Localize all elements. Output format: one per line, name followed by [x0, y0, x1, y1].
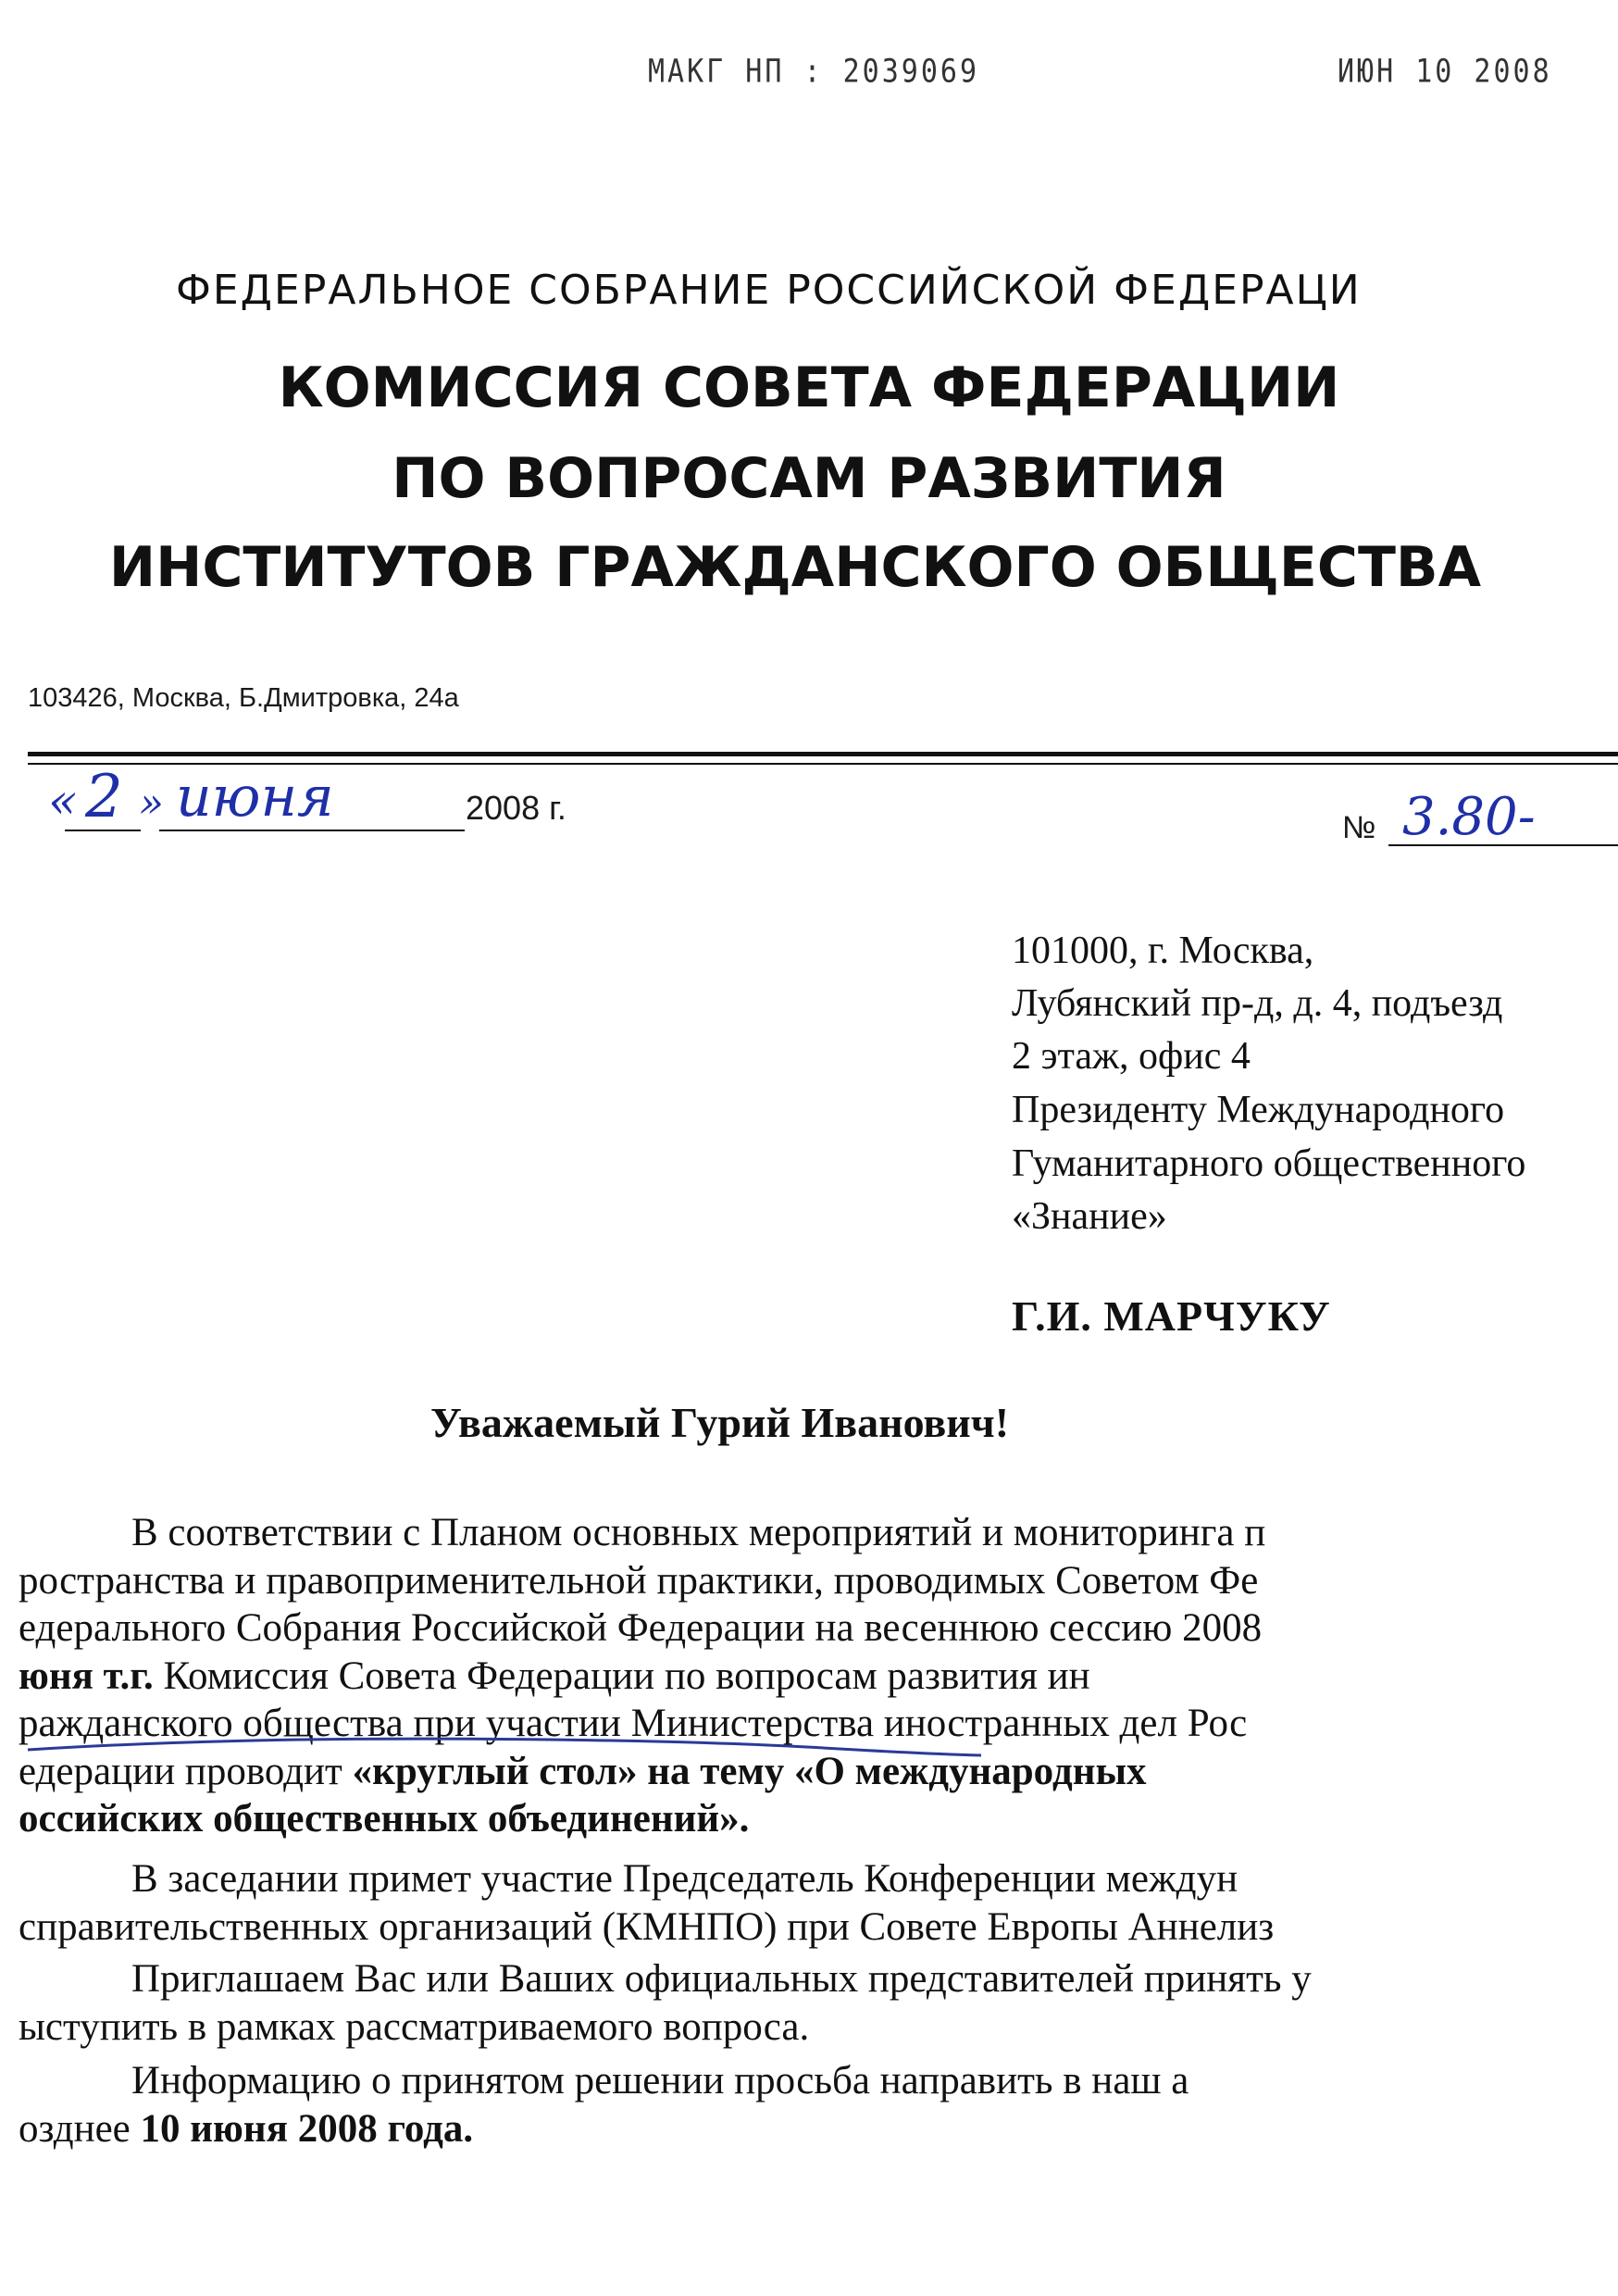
recipient-line3: 2 этаж, офис 4: [1012, 1035, 1251, 1078]
paragraph-2: [19, 1855, 1274, 1951]
body-bold-fragment: оссийских общественных объединений».: [19, 1797, 750, 1841]
salutation: Уважаемый Гурий Иванович!: [430, 1399, 1010, 1446]
recipient-line5: Гуманитарного общественного: [1012, 1142, 1526, 1185]
sender-address: 103426, Москва, Б.Дмитровка, 24а: [28, 683, 459, 713]
body-line: ыступить в рамках рассматриваемого вопроса.: [19, 2004, 810, 2049]
paragraph-1: [19, 1509, 1265, 1843]
body-fragment: едерации проводит: [19, 1749, 353, 1793]
commission-title-line1: КОМИССИЯ СОВЕТА ФЕДЕРАЦИИ: [278, 356, 1340, 420]
commission-title-line2: ПО ВОПРОСАМ РАЗВИТИЯ: [392, 446, 1226, 511]
body-line: едерального Собрания Российской Федерации на весеннюю сессию 2008: [19, 1606, 1263, 1650]
date-day-underline: [65, 830, 141, 831]
body-line: ространства и правоприменительной практики, проводимых Советом Фе: [19, 1558, 1259, 1603]
body-line: [19, 1795, 1265, 1843]
paragraph-4: [19, 2057, 1189, 2152]
document-number-label: №: [1342, 810, 1376, 845]
body-line: Информацию о принятом решении просьба направить в наш а: [131, 2059, 1189, 2103]
body-bold-fragment: 10 июня 2008 года.: [140, 2106, 474, 2151]
date-month-underline: [159, 830, 465, 831]
paragraph-3: [19, 1955, 1312, 2051]
date-day: 2: [85, 763, 123, 831]
body-line: В соответствии с Планом основных мероприятий и мониторинга п: [131, 1511, 1266, 1554]
body-bold-fragment: юня т.г.: [19, 1653, 154, 1698]
date-open-quote: «: [48, 774, 78, 830]
commission-title-line3: ИНСТИТУТОВ ГРАЖДАНСКОГО ОБЩЕСТВА: [108, 535, 1482, 600]
recipient-name: Г.И. МАРЧУКУ: [1012, 1292, 1331, 1340]
body-bold-fragment: «круглый стол» на тему «О международных: [352, 1749, 1147, 1793]
date-month: июня: [176, 765, 334, 830]
body-line: В заседании примет участие Председатель Конференции междун: [131, 1857, 1238, 1901]
body-line: справительственных организаций (КМНПО) при Совете Европы Аннелиз: [19, 1904, 1275, 1949]
recipient-line4: Президенту Международного: [1012, 1089, 1505, 1131]
body-fragment: Комиссия Совета Федерации по вопросам развития ин: [153, 1653, 1090, 1698]
pen-underline: [19, 1729, 1037, 1766]
header-rule-thick: [28, 752, 1618, 756]
recipient-line2: Лубянский пр-д, д. 4, подъезд: [1012, 982, 1503, 1025]
body-line: ражданского общества при участии Министерства иностранных дел Рос: [19, 1702, 1248, 1745]
document-number-value: 3.80-: [1402, 787, 1536, 847]
document-number-underline: [1388, 844, 1618, 846]
recipient-line1: 101000, г. Москва,: [1012, 930, 1314, 972]
date-year: 2008 г.: [466, 789, 566, 827]
recipient-line6: «Знание»: [1012, 1195, 1167, 1238]
body-line: [19, 1653, 1265, 1701]
date-close-quote: »: [139, 780, 164, 827]
assembly-title: ФЕДЕРАЛЬНОЕ СОБРАНИЕ РОССИЙСКОЙ ФЕДЕРАЦИ: [176, 267, 1362, 314]
fax-header-left: МАКГ НП : 2039069: [648, 53, 980, 91]
fax-header-right: ИЮН 10 2008: [1338, 53, 1552, 91]
body-line: [19, 2105, 1189, 2153]
body-fragment: озднее: [19, 2106, 141, 2151]
body-line: Приглашаем Вас или Ваших официальных представителей принять у: [131, 1957, 1312, 2001]
